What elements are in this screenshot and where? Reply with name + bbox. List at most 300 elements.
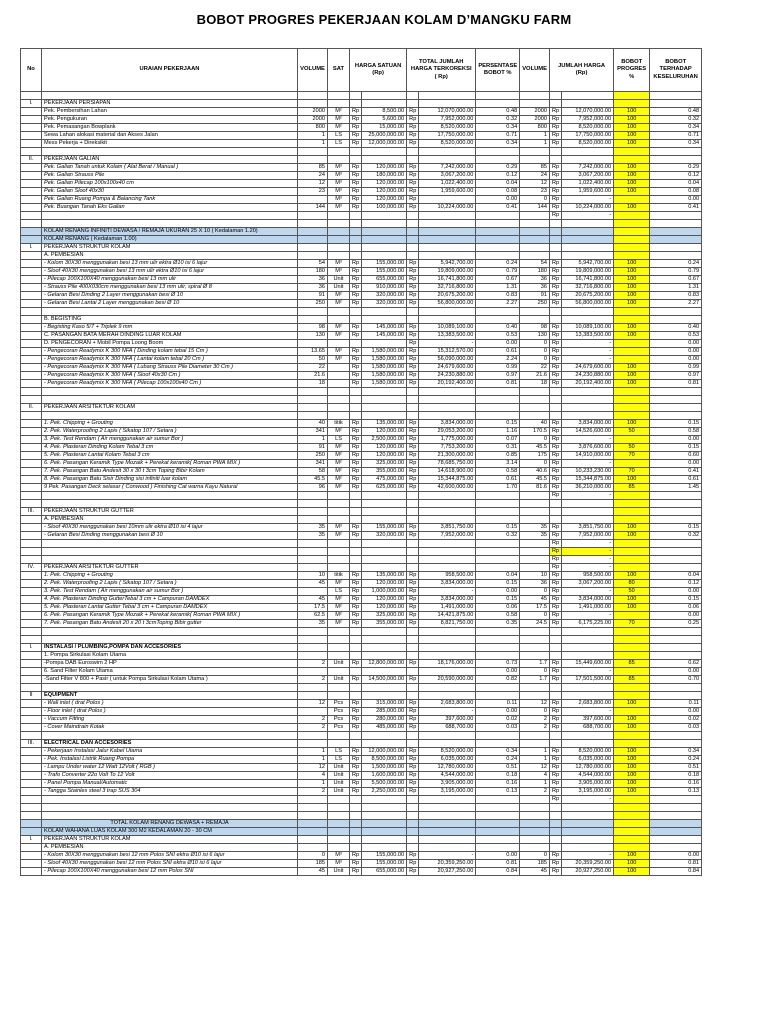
cell-rp: Rp: [550, 124, 562, 132]
cell-total-jumlah: -: [419, 852, 476, 860]
cell-uraian: - Gelaran Besi Lantai 2 Layer menggunakan besi Ø 10: [42, 300, 298, 308]
progress-table: [20, 48, 702, 876]
table-row: [21, 564, 702, 572]
cell-persentase: 0.84: [476, 868, 520, 876]
cell-rp: Rp: [407, 444, 419, 452]
cell-harga-satuan: [362, 340, 407, 348]
cell-volume-2: [520, 412, 550, 420]
cell-uraian: [42, 500, 298, 508]
cell-sat: M³: [328, 204, 350, 212]
cell-volume: 50: [298, 356, 328, 364]
cell-total-jumlah: 20,590,000.00: [419, 676, 476, 684]
cell-jumlah-harga: 19,809,000.00: [562, 268, 614, 276]
cell-uraian: - Pek. Instalasi Listrik Ruang Pompa: [42, 756, 298, 764]
cell-persentase: 0.06: [476, 604, 520, 612]
cell-jumlah-harga: [562, 412, 614, 420]
cell-harga-satuan: [362, 156, 407, 164]
table-row: [21, 244, 702, 252]
cell-rp: Rp: [350, 860, 362, 868]
cell-sat: [328, 372, 350, 380]
cell-bobot-progres: 100: [614, 764, 650, 772]
cell-rp: [407, 244, 419, 252]
cell-rp: Rp: [550, 324, 562, 332]
cell-rp: [550, 692, 562, 700]
cell-rp: Rp: [407, 276, 419, 284]
table-row: [21, 300, 702, 308]
cell-volume-2: [520, 644, 550, 652]
cell-no: [21, 452, 42, 460]
table-row: [21, 260, 702, 268]
cell-bobot-keseluruhan: [650, 812, 702, 820]
cell-rp: [550, 812, 562, 820]
cell-jumlah-harga: -: [562, 348, 614, 356]
cell-harga-satuan: 15,000.00: [362, 124, 407, 132]
cell-total-jumlah: -: [419, 588, 476, 596]
cell-bobot-keseluruhan: 0.12: [650, 172, 702, 180]
cell-harga-satuan: [362, 396, 407, 404]
cell-jumlah-harga: -: [562, 796, 614, 804]
cell-rp: [407, 692, 419, 700]
cell-bobot-keseluruhan: [650, 628, 702, 636]
cell-harga-satuan: [362, 812, 407, 820]
table-row: [21, 700, 702, 708]
cell-sat: M²: [328, 620, 350, 628]
cell-no: [21, 396, 42, 404]
cell-bobot-progres: [614, 148, 650, 156]
cell-rp: Rp: [407, 188, 419, 196]
cell-rp: [550, 92, 562, 100]
cell-volume: 250: [298, 452, 328, 460]
table-row: [21, 612, 702, 620]
cell-uraian: - Pengecoran Readymix K 300 NFA ( Sloof 40x30 Cm ): [42, 372, 298, 380]
cell-uraian: [42, 388, 298, 396]
cell-volume: [298, 308, 328, 316]
cell-harga-satuan: 120,000.00: [362, 164, 407, 172]
cell-no: [21, 196, 42, 204]
cell-harga-satuan: 145,000.00: [362, 324, 407, 332]
cell-harga-satuan: [362, 252, 407, 260]
cell-volume: 341: [298, 460, 328, 468]
cell-no: [21, 556, 42, 564]
cell-uraian: Pek. Galian Pilecap 100x100x40 cm: [42, 180, 298, 188]
cell-rp: Rp: [350, 300, 362, 308]
cell-bobot-progres: 100: [614, 124, 650, 132]
cell-harga-satuan: 180,000.00: [362, 172, 407, 180]
cell-volume-2: 0: [520, 356, 550, 364]
cell-total-jumlah: 8,520,000.00: [419, 748, 476, 756]
cell-harga-satuan: 1,000,000.00: [362, 588, 407, 596]
cell-sat: M²: [328, 452, 350, 460]
cell-bobot-keseluruhan: [650, 412, 702, 420]
cell-no: [21, 252, 42, 260]
cell-rp: Rp: [550, 172, 562, 180]
cell-no: [21, 788, 42, 796]
cell-harga-satuan: 475,000.00: [362, 476, 407, 484]
cell-bobot-progres: 100: [614, 596, 650, 604]
cell-no: I.: [21, 836, 42, 844]
cell-volume-2: [520, 836, 550, 844]
cell-jumlah-harga: [562, 388, 614, 396]
cell-no: [21, 844, 42, 852]
cell-no: [21, 116, 42, 124]
cell-jumlah-harga: [562, 308, 614, 316]
cell-sat: titik: [328, 572, 350, 580]
cell-persentase: 0.34: [476, 748, 520, 756]
cell-jumlah-harga: [562, 228, 614, 236]
cell-volume-2: [520, 844, 550, 852]
cell-persentase: [476, 628, 520, 636]
cell-jumlah-harga: 8,520,000.00: [562, 748, 614, 756]
cell-rp: Rp: [550, 380, 562, 388]
cell-sat: [328, 380, 350, 388]
cell-uraian: Pek. Galian Strauss Pile: [42, 172, 298, 180]
cell-no: [21, 660, 42, 668]
cell-jumlah-harga: 20,359,250.00: [562, 860, 614, 868]
cell-total-jumlah: [419, 244, 476, 252]
cell-bobot-progres: 50: [614, 444, 650, 452]
cell-jumlah-harga: [562, 500, 614, 508]
cell-total-jumlah: 12,780,000.00: [419, 764, 476, 772]
cell-volume-2: 0: [520, 588, 550, 596]
cell-uraian: 4. Pek. Plasteran Dinding Kolam Tebal 3 cm: [42, 444, 298, 452]
cell-rp: [407, 92, 419, 100]
cell-rp: Rp: [407, 260, 419, 268]
cell-jumlah-harga: 1,022,400.00: [562, 180, 614, 188]
table-row: [21, 604, 702, 612]
cell-persentase: [476, 556, 520, 564]
cell-bobot-keseluruhan: 0.00: [650, 668, 702, 676]
cell-persentase: [476, 812, 520, 820]
cell-bobot-keseluruhan: [650, 644, 702, 652]
cell-bobot-keseluruhan: 0.00: [650, 356, 702, 364]
cell-volume: [298, 228, 328, 236]
cell-sat: M²: [328, 604, 350, 612]
cell-uraian: [42, 812, 298, 820]
cell-bobot-progres: [614, 412, 650, 420]
cell-rp: Rp: [550, 212, 562, 220]
cell-rp: Rp: [550, 724, 562, 732]
cell-harga-satuan: 155,000.00: [362, 268, 407, 276]
cell-sat: M²: [328, 612, 350, 620]
cell-rp: [407, 628, 419, 636]
cell-rp: [550, 412, 562, 420]
cell-volume-2: 0: [520, 340, 550, 348]
cell-uraian: 6. Sand Filter Kolam Utama: [42, 668, 298, 676]
cell-rp: Rp: [550, 292, 562, 300]
cell-bobot-keseluruhan: [650, 740, 702, 748]
cell-no: [21, 780, 42, 788]
cell-no: [21, 260, 42, 268]
cell-sat: [328, 236, 350, 244]
cell-persentase: 0.18: [476, 772, 520, 780]
cell-volume: 2: [298, 660, 328, 668]
spacer-row: [21, 628, 702, 636]
cell-volume-2: 36: [520, 284, 550, 292]
cell-rp: Rp: [407, 612, 419, 620]
cell-persentase: [476, 836, 520, 844]
cell-rp: [550, 740, 562, 748]
cell-volume: [298, 684, 328, 692]
cell-uraian: [42, 804, 298, 812]
cell-total-jumlah: [419, 228, 476, 236]
cell-sat: Pcs: [328, 724, 350, 732]
cell-uraian: - Begisting Kaso 5/7 + Triplek 9 mm: [42, 324, 298, 332]
table-row: [21, 292, 702, 300]
table-row: [21, 436, 702, 444]
cell-rp: Rp: [407, 588, 419, 596]
cell-persentase: 0.35: [476, 620, 520, 628]
cell-persentase: 0.15: [476, 580, 520, 588]
cell-sat: [328, 404, 350, 412]
cell-harga-satuan: [362, 564, 407, 572]
cell-bobot-keseluruhan: [650, 212, 702, 220]
cell-volume-2: 0: [520, 852, 550, 860]
cell-harga-satuan: [362, 804, 407, 812]
cell-rp: Rp: [350, 780, 362, 788]
cell-total-jumlah: [419, 548, 476, 556]
cell-harga-satuan: [362, 492, 407, 500]
cell-rp: Rp: [550, 748, 562, 756]
col-header-jumlah-harga: JUMLAH HARGA (Rp): [550, 49, 614, 92]
table-row: [21, 556, 702, 564]
cell-harga-satuan: [362, 684, 407, 692]
cell-persentase: [476, 228, 520, 236]
cell-no: [21, 532, 42, 540]
cell-jumlah-harga: 10,089,100.00: [562, 324, 614, 332]
cell-bobot-progres: [614, 740, 650, 748]
cell-sat: [328, 340, 350, 348]
cell-volume: 144: [298, 204, 328, 212]
cell-harga-satuan: 910,000.00: [362, 284, 407, 292]
cell-no: [21, 764, 42, 772]
cell-jumlah-harga: 397,600.00: [562, 716, 614, 724]
cell-no: II.: [21, 156, 42, 164]
table-row: [21, 428, 702, 436]
cell-rp: [550, 628, 562, 636]
cell-volume-2: 250: [520, 300, 550, 308]
cell-sat: Unit: [328, 284, 350, 292]
cell-jumlah-harga: 6,175,225.00: [562, 620, 614, 628]
cell-harga-satuan: 12,800,000.00: [362, 660, 407, 668]
cell-bobot-keseluruhan: 0.70: [650, 676, 702, 684]
cell-uraian: Pek. Buangan Tanah Eks Galian: [42, 204, 298, 212]
cell-persentase: 0.08: [476, 188, 520, 196]
cell-persentase: [476, 508, 520, 516]
cell-no: [21, 812, 42, 820]
cell-volume-2: [520, 388, 550, 396]
cell-bobot-progres: 70: [614, 620, 650, 628]
cell-no: [21, 468, 42, 476]
cell-bobot-progres: 70: [614, 452, 650, 460]
cell-uraian: [42, 212, 298, 220]
cell-uraian: - Kolom 30X30 menggunakan besi 12 mm Polos SNI ektra Ø10 isi 6 lajur: [42, 852, 298, 860]
cell-volume: 1: [298, 436, 328, 444]
cell-total-jumlah: [419, 684, 476, 692]
cell-uraian: 2. Pek. Waterproofing 2 Lapis ( Sikatop 107 / Setara ): [42, 580, 298, 588]
cell-bobot-keseluruhan: [650, 564, 702, 572]
cell-total-jumlah: [419, 492, 476, 500]
cell-no: [21, 268, 42, 276]
cell-harga-satuan: 120,000.00: [362, 580, 407, 588]
cell-jumlah-harga: 20,927,250.00: [562, 868, 614, 876]
cell-volume: [298, 652, 328, 660]
cell-rp: Rp: [350, 276, 362, 284]
cell-bobot-keseluruhan: 0.53: [650, 332, 702, 340]
cell-bobot-keseluruhan: [650, 796, 702, 804]
cell-no: II: [21, 692, 42, 700]
cell-uraian: Pek. Galian Sloof 40x30: [42, 188, 298, 196]
cell-rp: Rp: [350, 452, 362, 460]
cell-uraian: [42, 92, 298, 100]
cell-rp: Rp: [550, 676, 562, 684]
cell-jumlah-harga: [562, 644, 614, 652]
cell-rp: Rp: [407, 660, 419, 668]
cell-volume-2: 2: [520, 724, 550, 732]
cell-total-jumlah: 5,942,700.00: [419, 260, 476, 268]
cell-volume: 45.5: [298, 476, 328, 484]
cell-rp: Rp: [550, 564, 562, 572]
table-row: [21, 268, 702, 276]
cell-rp: Rp: [407, 452, 419, 460]
table-row: [21, 516, 702, 524]
cell-bobot-progres: 100: [614, 140, 650, 148]
cell-uraian: - Gelaran Besi Dinding menggunakan besi Ø 10: [42, 532, 298, 540]
cell-volume-2: 1: [520, 132, 550, 140]
cell-volume-2: 91: [520, 292, 550, 300]
cell-persentase: [476, 148, 520, 156]
cell-volume: 130: [298, 332, 328, 340]
cell-no: [21, 364, 42, 372]
cell-bobot-progres: 50: [614, 588, 650, 596]
cell-rp: [350, 412, 362, 420]
cell-bobot-keseluruhan: 0.79: [650, 268, 702, 276]
cell-volume: 35: [298, 524, 328, 532]
cell-persentase: 0.51: [476, 764, 520, 772]
cell-sat: [328, 820, 350, 828]
cell-bobot-keseluruhan: [650, 804, 702, 812]
cell-volume: [298, 212, 328, 220]
cell-jumlah-harga: [562, 828, 614, 836]
cell-sat: M²: [328, 332, 350, 340]
cell-volume: 12: [298, 700, 328, 708]
table-row: [21, 644, 702, 652]
cell-bobot-keseluruhan: 0.32: [650, 532, 702, 540]
cell-sat: M²: [328, 300, 350, 308]
cell-jumlah-harga: -: [562, 668, 614, 676]
cell-volume: [298, 644, 328, 652]
cell-persentase: 0.83: [476, 292, 520, 300]
cell-rp: [550, 844, 562, 852]
cell-rp: Rp: [550, 788, 562, 796]
cell-jumlah-harga: [562, 100, 614, 108]
cell-jumlah-harga: 3,851,750.00: [562, 524, 614, 532]
cell-bobot-keseluruhan: [650, 220, 702, 228]
cell-rp: [407, 684, 419, 692]
cell-harga-satuan: [362, 644, 407, 652]
cell-rp: Rp: [350, 372, 362, 380]
table-row: [21, 836, 702, 844]
cell-harga-satuan: 315,000.00: [362, 700, 407, 708]
cell-uraian: [42, 628, 298, 636]
cell-volume-2: [520, 252, 550, 260]
cell-rp: [350, 628, 362, 636]
cell-no: [21, 436, 42, 444]
cell-volume: 40: [298, 420, 328, 428]
cell-bobot-keseluruhan: 0.81: [650, 860, 702, 868]
cell-persentase: [476, 796, 520, 804]
cell-bobot-progres: [614, 340, 650, 348]
cell-rp: Rp: [407, 324, 419, 332]
cell-uraian: Pek. Pembersihan Lahan: [42, 108, 298, 116]
cell-persentase: [476, 732, 520, 740]
cell-total-jumlah: 32,716,800.00: [419, 284, 476, 292]
cell-volume: 21.6: [298, 372, 328, 380]
cell-jumlah-harga: 36,210,000.00: [562, 484, 614, 492]
cell-bobot-progres: 100: [614, 292, 650, 300]
cell-persentase: [476, 92, 520, 100]
cell-volume-2: 12: [520, 764, 550, 772]
cell-volume-2: 1: [520, 756, 550, 764]
cell-jumlah-harga: 2,683,800.00: [562, 700, 614, 708]
cell-rp: Rp: [350, 724, 362, 732]
table-row: [21, 652, 702, 660]
cell-rp: [550, 236, 562, 244]
cell-bobot-progres: 100: [614, 172, 650, 180]
cell-rp: Rp: [407, 596, 419, 604]
cell-harga-satuan: [362, 308, 407, 316]
col-header-harga-satuan: HARGA SATUAN (Rp): [350, 49, 407, 92]
cell-total-jumlah: -: [419, 340, 476, 348]
cell-harga-satuan: [362, 636, 407, 644]
table-row: [21, 588, 702, 596]
cell-persentase: 0.61: [476, 348, 520, 356]
cell-rp: Rp: [550, 572, 562, 580]
cell-rp: [407, 220, 419, 228]
cell-volume-2: [520, 396, 550, 404]
cell-total-jumlah: 1,959,600.00: [419, 188, 476, 196]
cell-volume-2: [520, 820, 550, 828]
cell-rp: [350, 812, 362, 820]
cell-no: [21, 148, 42, 156]
cell-sat: [328, 252, 350, 260]
cell-bobot-keseluruhan: [650, 732, 702, 740]
cell-total-jumlah: 78,685,750.00: [419, 460, 476, 468]
cell-jumlah-harga: 32,716,800.00: [562, 284, 614, 292]
table-row: [21, 764, 702, 772]
cell-volume: 35: [298, 620, 328, 628]
cell-harga-satuan: 8,500.00: [362, 108, 407, 116]
table-row: [21, 276, 702, 284]
cell-sat: M²: [328, 116, 350, 124]
cell-sat: [328, 836, 350, 844]
cell-rp: [407, 148, 419, 156]
cell-harga-satuan: 1,580,000.00: [362, 380, 407, 388]
cell-harga-satuan: [362, 556, 407, 564]
cell-bobot-progres: [614, 820, 650, 828]
cell-bobot-progres: 85: [614, 660, 650, 668]
cell-volume-2: 21.6: [520, 372, 550, 380]
cell-persentase: [476, 236, 520, 244]
cell-rp: Rp: [550, 260, 562, 268]
cell-jumlah-harga: -: [562, 708, 614, 716]
cell-volume: 96: [298, 484, 328, 492]
table-row: [21, 372, 702, 380]
cell-harga-satuan: [362, 228, 407, 236]
cell-sat: M³: [328, 172, 350, 180]
cell-rp: Rp: [350, 460, 362, 468]
cell-total-jumlah: [419, 828, 476, 836]
cell-bobot-progres: 100: [614, 364, 650, 372]
